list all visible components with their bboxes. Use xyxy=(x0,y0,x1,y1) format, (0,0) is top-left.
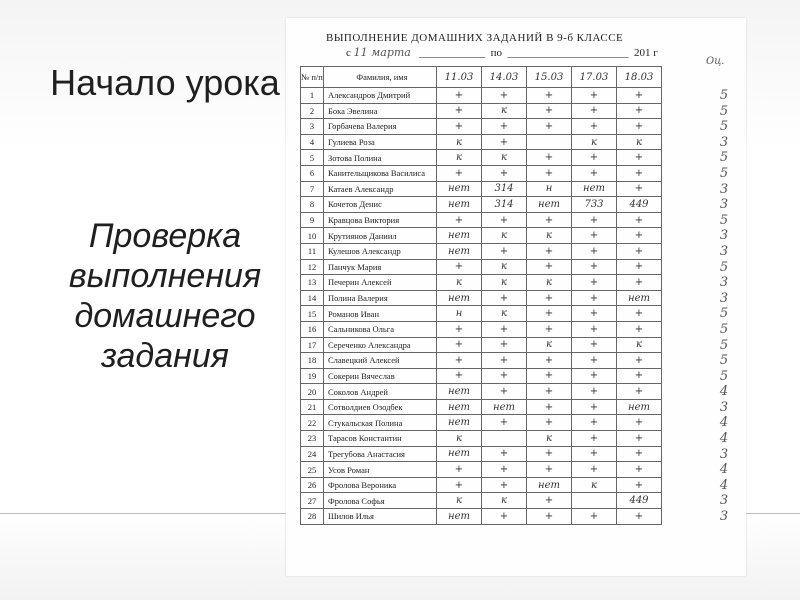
student-grade: 3 xyxy=(719,509,729,525)
homework-mark: + xyxy=(527,103,572,119)
homework-mark: нет xyxy=(437,415,482,431)
homework-mark: нет xyxy=(482,399,527,415)
homework-mark: + xyxy=(482,415,527,431)
table-row xyxy=(301,243,662,259)
homework-mark: + xyxy=(617,103,662,119)
homework-mark: + xyxy=(527,368,572,384)
row-number: 27 xyxy=(301,493,324,509)
student-grade: 3 xyxy=(719,243,729,259)
homework-mark: + xyxy=(572,384,617,400)
table-row xyxy=(301,259,662,275)
table-row xyxy=(301,119,662,135)
student-name: Трегубова Анастасия xyxy=(324,446,437,462)
row-number: 21 xyxy=(301,399,324,415)
col-date-header: 17.03 xyxy=(572,67,617,88)
homework-mark: + xyxy=(527,384,572,400)
col-name-header: Фамилия, имя xyxy=(324,67,437,88)
student-grade: 5 xyxy=(719,103,729,119)
col-date-header: 11.03 xyxy=(437,67,482,88)
homework-mark: к xyxy=(482,259,527,275)
homework-mark: + xyxy=(572,462,617,478)
student-name: Гулиева Роза xyxy=(324,134,437,150)
row-number: 25 xyxy=(301,462,324,478)
student-grade: 3 xyxy=(719,197,729,213)
table-row xyxy=(301,399,662,415)
homework-mark: нет xyxy=(617,290,662,306)
student-grade: 3 xyxy=(719,290,729,306)
homework-mark: нет xyxy=(572,181,617,197)
student-name: Кочетов Денис xyxy=(324,197,437,213)
homework-mark: + xyxy=(527,462,572,478)
row-number: 14 xyxy=(301,290,324,306)
homework-mark: к xyxy=(617,134,662,150)
row-number: 26 xyxy=(301,477,324,493)
homework-mark: н xyxy=(527,181,572,197)
student-name: Катаев Александр xyxy=(324,181,437,197)
homework-mark: + xyxy=(617,384,662,400)
journal-heading: ВЫПОЛНЕНИЕ ДОМАШНИХ ЗАДАНИЙ В 9-б КЛАССЕ xyxy=(326,32,624,44)
table-row xyxy=(301,446,662,462)
student-grade: 5 xyxy=(719,119,729,135)
row-number: 15 xyxy=(301,306,324,322)
homework-mark: + xyxy=(437,165,482,181)
grade-column xyxy=(714,88,734,525)
homework-mark: + xyxy=(572,119,617,135)
homework-mark: + xyxy=(527,212,572,228)
row-number: 1 xyxy=(301,88,324,104)
student-grade: 3 xyxy=(719,228,729,244)
student-name: Тарасов Константин xyxy=(324,431,437,447)
homework-mark: + xyxy=(617,462,662,478)
table-row xyxy=(301,462,662,478)
student-grade: 4 xyxy=(719,415,729,431)
homework-mark: 449 xyxy=(617,197,662,213)
homework-mark: + xyxy=(437,353,482,369)
homework-mark: к xyxy=(437,493,482,509)
slide-subtitle: Проверка выполнения домашнего задания xyxy=(68,217,262,375)
period-from-value: 11 марта xyxy=(353,46,411,59)
student-name: Сальникова Ольга xyxy=(324,321,437,337)
homework-mark: + xyxy=(617,275,662,291)
homework-mark: + xyxy=(617,446,662,462)
homework-mark: + xyxy=(617,212,662,228)
homework-mark: к xyxy=(572,134,617,150)
row-number: 2 xyxy=(301,103,324,119)
homework-mark: + xyxy=(437,259,482,275)
student-name: Сереченко Александра xyxy=(324,337,437,353)
row-number: 17 xyxy=(301,337,324,353)
row-number: 4 xyxy=(301,134,324,150)
homework-mark: + xyxy=(617,431,662,447)
homework-mark: + xyxy=(527,446,572,462)
student-grade: 3 xyxy=(719,134,729,150)
student-name: Зотова Полина xyxy=(324,150,437,166)
student-name: Славецкий Алексей xyxy=(324,353,437,369)
homework-mark: + xyxy=(482,88,527,104)
homework-mark: + xyxy=(617,415,662,431)
homework-mark: + xyxy=(527,88,572,104)
homework-mark: к xyxy=(527,228,572,244)
student-name: Усов Роман xyxy=(324,462,437,478)
homework-mark: + xyxy=(617,150,662,166)
homework-mark: к xyxy=(482,150,527,166)
student-grade: 5 xyxy=(719,321,729,337)
table-row xyxy=(301,337,662,353)
homework-mark: к xyxy=(617,337,662,353)
homework-mark: + xyxy=(482,165,527,181)
homework-mark: + xyxy=(572,431,617,447)
homework-mark: + xyxy=(617,119,662,135)
student-name: Канительщикова Василиса xyxy=(324,165,437,181)
row-number: 22 xyxy=(301,415,324,431)
homework-mark: к xyxy=(482,493,527,509)
homework-mark: + xyxy=(527,493,572,509)
col-date-header: 18.03 xyxy=(617,67,662,88)
homework-mark: 314 xyxy=(482,181,527,197)
homework-mark: + xyxy=(527,306,572,322)
homework-mark: нет xyxy=(617,399,662,415)
student-name: Кравцова Виктория xyxy=(324,212,437,228)
homework-mark: + xyxy=(617,306,662,322)
homework-mark: к xyxy=(437,134,482,150)
homework-mark: + xyxy=(437,368,482,384)
student-grade: 5 xyxy=(719,150,729,166)
homework-mark: + xyxy=(572,103,617,119)
period-year: 201 г xyxy=(633,47,658,59)
table-row xyxy=(301,181,662,197)
student-name: Крутиянов Даниил xyxy=(324,228,437,244)
row-number: 6 xyxy=(301,165,324,181)
period-from-label: с xyxy=(346,47,351,59)
student-grade: 5 xyxy=(719,88,729,103)
student-name: Фролова Софья xyxy=(324,493,437,509)
student-name: Сокерин Вячеслав xyxy=(324,368,437,384)
table-row xyxy=(301,353,662,369)
student-grade: 5 xyxy=(719,212,729,228)
homework-mark: + xyxy=(527,119,572,135)
homework-mark: + xyxy=(482,212,527,228)
student-grade: 5 xyxy=(719,165,729,181)
homework-mark: + xyxy=(617,243,662,259)
homework-mark: нет xyxy=(527,477,572,493)
table-row xyxy=(301,321,662,337)
table-row xyxy=(301,197,662,213)
homework-mark: нет xyxy=(527,197,572,213)
table-row xyxy=(301,509,662,525)
homework-mark: нет xyxy=(437,384,482,400)
table-body xyxy=(301,88,662,525)
homework-mark: + xyxy=(617,321,662,337)
table-header-row xyxy=(301,67,662,88)
student-name: Горбачева Валерия xyxy=(324,119,437,135)
homework-mark: + xyxy=(482,119,527,135)
student-name: Печерин Алексей xyxy=(324,275,437,291)
homework-mark: + xyxy=(572,415,617,431)
student-grade: 5 xyxy=(719,337,729,353)
student-name: Шилов Илья xyxy=(324,509,437,525)
homework-mark: + xyxy=(617,165,662,181)
col-date-header: 15.03 xyxy=(527,67,572,88)
homework-mark: + xyxy=(482,321,527,337)
student-grade: 4 xyxy=(719,384,729,400)
homework-mark: + xyxy=(572,446,617,462)
homework-mark: к xyxy=(527,431,572,447)
table-row xyxy=(301,275,662,291)
table-row xyxy=(301,415,662,431)
student-name: Сотволдиев Озодбек xyxy=(324,399,437,415)
student-grade: 4 xyxy=(719,431,729,447)
homework-mark: + xyxy=(617,88,662,104)
table-row xyxy=(301,212,662,228)
student-name: Бока Эвелина xyxy=(324,103,437,119)
row-number: 11 xyxy=(301,243,324,259)
row-number: 7 xyxy=(301,181,324,197)
col-num-header: № п/п xyxy=(301,67,324,88)
homework-mark: + xyxy=(527,165,572,181)
homework-mark: нет xyxy=(437,228,482,244)
homework-mark: + xyxy=(617,228,662,244)
homework-mark: + xyxy=(527,290,572,306)
student-grade: 5 xyxy=(719,259,729,275)
journal-period: с 11 марта ____________ по ______________________ 201 г xyxy=(346,46,658,59)
homework-mark: + xyxy=(482,477,527,493)
table-row xyxy=(301,306,662,322)
student-name: Полина Валерия xyxy=(324,290,437,306)
homework-mark: + xyxy=(617,259,662,275)
homework-mark: + xyxy=(437,337,482,353)
homework-mark: + xyxy=(437,321,482,337)
row-number: 20 xyxy=(301,384,324,400)
student-grade: 3 xyxy=(719,446,729,462)
homework-table xyxy=(300,66,662,525)
homework-mark: + xyxy=(482,384,527,400)
homework-mark: + xyxy=(482,353,527,369)
table-row xyxy=(301,368,662,384)
homework-mark: + xyxy=(482,243,527,259)
row-number: 16 xyxy=(301,321,324,337)
student-name: Стукальская Полина xyxy=(324,415,437,431)
homework-journal-scan xyxy=(286,18,746,576)
homework-mark: к xyxy=(482,306,527,322)
homework-mark: нет xyxy=(437,509,482,525)
homework-mark: + xyxy=(527,509,572,525)
homework-mark: + xyxy=(437,103,482,119)
student-grade: 4 xyxy=(719,477,729,493)
table-row xyxy=(301,134,662,150)
homework-mark: + xyxy=(482,509,527,525)
homework-mark: + xyxy=(482,446,527,462)
homework-mark: + xyxy=(617,509,662,525)
homework-mark: к xyxy=(527,337,572,353)
homework-mark: + xyxy=(437,88,482,104)
homework-mark: 733 xyxy=(572,197,617,213)
homework-mark: + xyxy=(437,477,482,493)
student-grade: 5 xyxy=(719,353,729,369)
student-grade: 3 xyxy=(719,181,729,197)
homework-mark xyxy=(572,493,617,509)
row-number: 28 xyxy=(301,509,324,525)
homework-mark: + xyxy=(617,181,662,197)
homework-mark xyxy=(527,134,572,150)
student-grade: 5 xyxy=(719,368,729,384)
homework-mark: нет xyxy=(437,197,482,213)
homework-mark: к xyxy=(437,275,482,291)
row-number: 5 xyxy=(301,150,324,166)
homework-mark: + xyxy=(527,399,572,415)
row-number: 3 xyxy=(301,119,324,135)
homework-mark: нет xyxy=(437,181,482,197)
homework-mark: + xyxy=(572,337,617,353)
homework-mark: + xyxy=(482,368,527,384)
homework-mark: + xyxy=(572,228,617,244)
homework-mark: к xyxy=(527,275,572,291)
homework-mark: + xyxy=(527,353,572,369)
homework-mark: + xyxy=(572,275,617,291)
student-name: Романов Иван xyxy=(324,306,437,322)
homework-mark: + xyxy=(572,290,617,306)
homework-mark: + xyxy=(527,150,572,166)
homework-mark: + xyxy=(482,337,527,353)
student-name: Панчук Мария xyxy=(324,259,437,275)
homework-mark: к xyxy=(572,477,617,493)
student-name: Кулешов Александр xyxy=(324,243,437,259)
homework-mark xyxy=(482,431,527,447)
homework-mark: к xyxy=(482,103,527,119)
row-number: 19 xyxy=(301,368,324,384)
student-grade: 3 xyxy=(719,493,729,509)
homework-mark: нет xyxy=(437,446,482,462)
table-row xyxy=(301,493,662,509)
homework-mark: + xyxy=(527,321,572,337)
homework-mark: 449 xyxy=(617,493,662,509)
homework-mark: + xyxy=(572,212,617,228)
student-name: Соколов Андрей xyxy=(324,384,437,400)
homework-mark: + xyxy=(527,415,572,431)
table-row xyxy=(301,228,662,244)
homework-mark: нет xyxy=(437,399,482,415)
table-row xyxy=(301,384,662,400)
row-number: 9 xyxy=(301,212,324,228)
homework-mark: + xyxy=(527,259,572,275)
homework-mark: к xyxy=(482,228,527,244)
row-number: 8 xyxy=(301,197,324,213)
table-row xyxy=(301,88,662,104)
homework-mark: нет xyxy=(437,243,482,259)
student-grade: 3 xyxy=(719,275,729,291)
student-grade: 4 xyxy=(719,462,729,478)
homework-mark: + xyxy=(482,462,527,478)
homework-mark: + xyxy=(572,509,617,525)
row-number: 10 xyxy=(301,228,324,244)
table-row xyxy=(301,477,662,493)
grade-column-header: Оц. xyxy=(706,56,725,67)
table-row xyxy=(301,431,662,447)
row-number: 18 xyxy=(301,353,324,369)
homework-mark: + xyxy=(437,462,482,478)
homework-mark: + xyxy=(617,368,662,384)
homework-mark: + xyxy=(482,290,527,306)
homework-mark: + xyxy=(572,321,617,337)
student-grade: 3 xyxy=(719,399,729,415)
student-name: Фролова Вероника xyxy=(324,477,437,493)
homework-mark: + xyxy=(572,353,617,369)
homework-mark: + xyxy=(572,243,617,259)
homework-mark: + xyxy=(527,243,572,259)
homework-mark: + xyxy=(572,306,617,322)
slide-title: Начало урока xyxy=(50,62,280,103)
table-row xyxy=(301,165,662,181)
homework-mark: к xyxy=(437,150,482,166)
homework-mark: + xyxy=(437,119,482,135)
row-number: 13 xyxy=(301,275,324,291)
homework-mark: н xyxy=(437,306,482,322)
homework-mark: + xyxy=(617,353,662,369)
homework-mark: + xyxy=(572,88,617,104)
table-row xyxy=(301,103,662,119)
period-to-label: по xyxy=(490,47,502,59)
homework-mark: + xyxy=(572,399,617,415)
homework-mark: + xyxy=(572,259,617,275)
homework-mark: + xyxy=(572,368,617,384)
student-name: Александров Дмитрий xyxy=(324,88,437,104)
homework-mark: 314 xyxy=(482,197,527,213)
row-number: 24 xyxy=(301,446,324,462)
col-date-header: 14.03 xyxy=(482,67,527,88)
student-grade: 5 xyxy=(719,306,729,322)
homework-mark: нет xyxy=(437,290,482,306)
homework-mark: к xyxy=(482,275,527,291)
table-row xyxy=(301,290,662,306)
table-row xyxy=(301,150,662,166)
homework-mark: + xyxy=(572,165,617,181)
homework-mark: + xyxy=(437,212,482,228)
row-number: 23 xyxy=(301,431,324,447)
row-number: 12 xyxy=(301,259,324,275)
homework-mark: + xyxy=(617,477,662,493)
homework-mark: + xyxy=(572,150,617,166)
homework-mark: + xyxy=(482,134,527,150)
homework-mark: к xyxy=(437,431,482,447)
